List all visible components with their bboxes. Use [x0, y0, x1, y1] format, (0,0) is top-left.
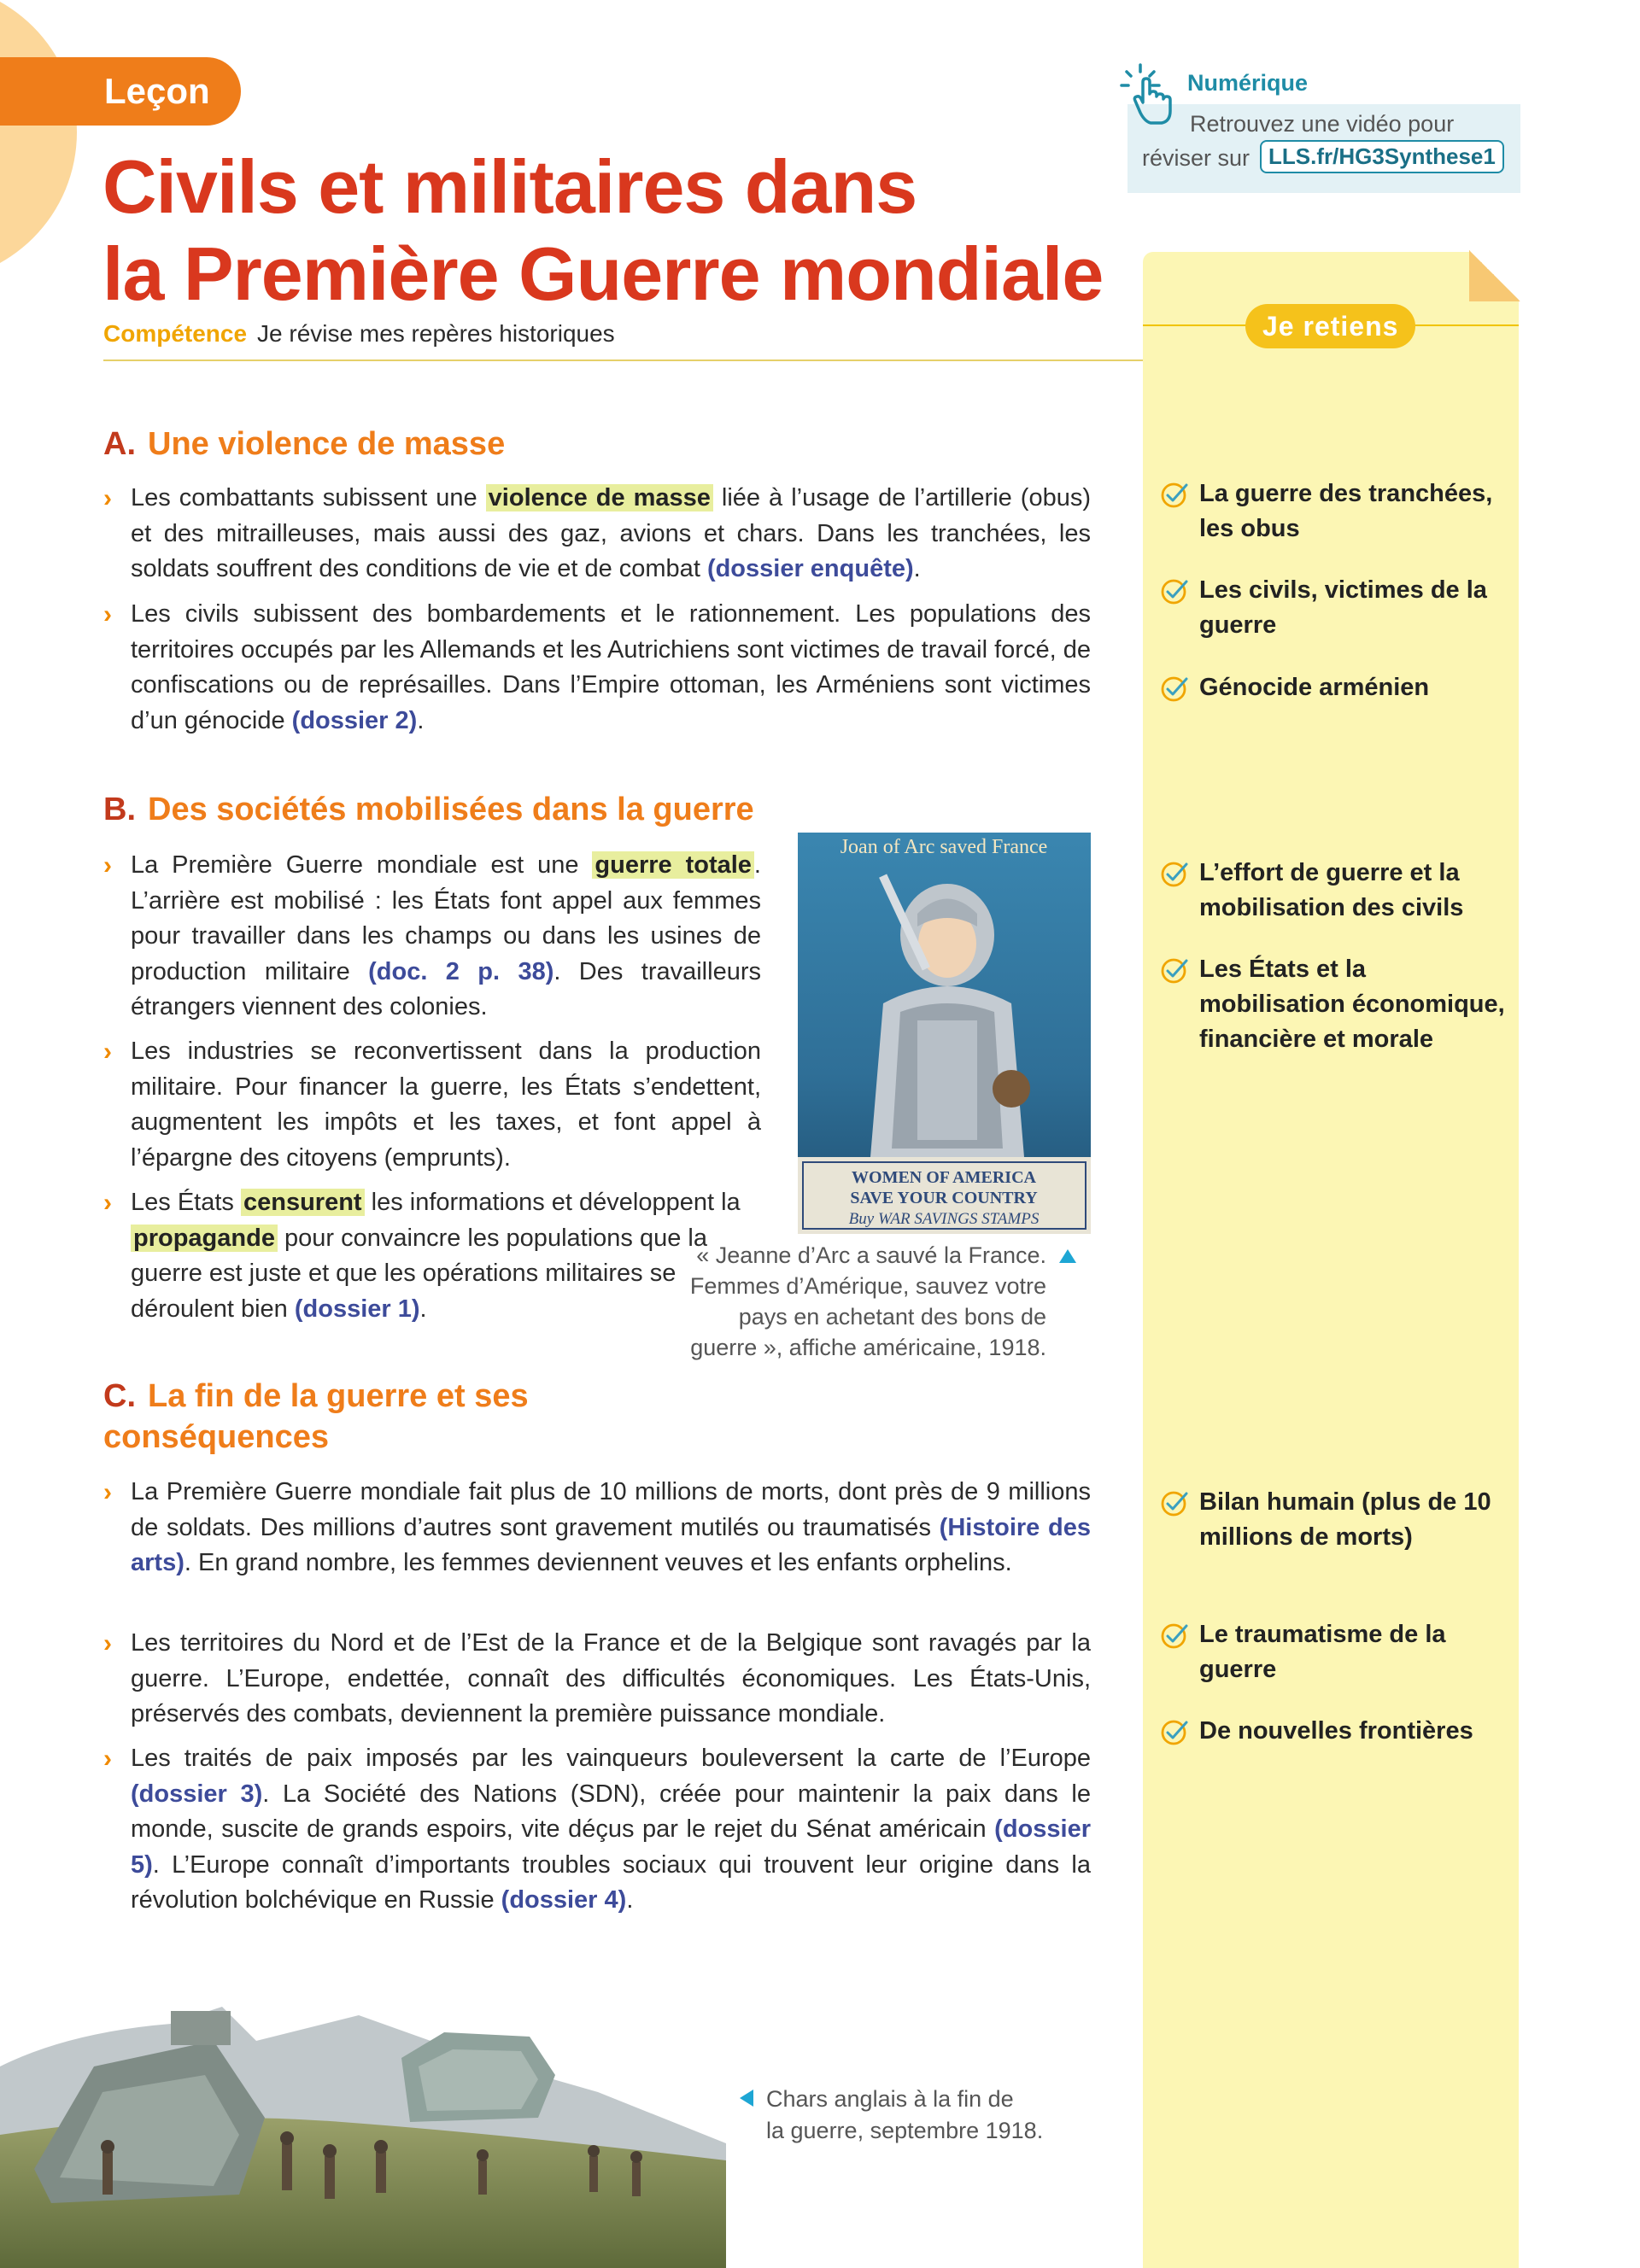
poster-top-text: Joan of Arc saved France: [840, 836, 1048, 858]
section-b-letter: B.: [103, 792, 136, 827]
page-title-line2: la Première Guerre mondiale: [102, 231, 1104, 316]
key-term: censurent: [241, 1189, 365, 1216]
numerique-line2: réviser sur: [1142, 145, 1250, 171]
histoire-des-arts-link[interactable]: (Histoire des arts): [131, 1513, 1091, 1576]
section-a-paragraph-1: › Les combattants subissent une violence de masse liée à l’usage de l’artillerie (obus) et des mitrailleuses, mais aussi des gaz, avions et chars. Dans les tranchées, les soldats souffrent des conditions de vie et de combat (dossier enquête).: [103, 481, 1091, 587]
retiens-item-text: De nouvelles frontières: [1199, 1717, 1473, 1745]
check-circle-icon: [1160, 1717, 1189, 1746]
retiens-item: [1160, 670, 1510, 705]
section-a-paragraph-2: › Les civils subissent des bombardements et le rationnement. Les populations des territoires occupés par les Allemands et les Autrichiens sont victimes de travail forcé, de confiscations ou de représailles. Dans l’Empire ottoman, les Arméniens sont victimes d’un génocide (dossier 2).: [103, 597, 1091, 739]
retiens-item: [1160, 1485, 1510, 1555]
retiens-item-text: Les civils, victimes de la guerre: [1199, 576, 1487, 639]
dossier-link[interactable]: (dossier 4): [501, 1886, 627, 1914]
dossier-link[interactable]: (dossier 1): [294, 1295, 420, 1323]
tanks-caption: [766, 2084, 1043, 2147]
numerique-title: Numérique: [1187, 70, 1309, 96]
caption-pointer-icon: [740, 2090, 753, 2107]
check-circle-icon: [1160, 480, 1189, 509]
retiens-item: [1160, 1617, 1510, 1687]
chevron-right-icon: ›: [103, 1629, 112, 1657]
section-c-paragraph-3: › Les traités de paix imposés par les vainqueurs bouleversent la carte de l’Europe (dossier 3). La Société des Nations (SDN), créée pour maintenir la paix dans le monde, suscite de grands espoirs, vite déçus par le rejet du Sénat américain (dossier 5). L’Europe connaît d’importants troubles sociaux qui trouvent leur origine dans la révolution bolchévique en Russie (dossier 4).: [103, 1741, 1091, 1919]
key-term: violence de masse: [486, 484, 713, 511]
retiens-item-text: La guerre des tranchées, les obus: [1199, 480, 1493, 542]
chevron-right-icon: ›: [103, 1038, 112, 1066]
section-c-heading-line2: conséquences: [103, 1419, 329, 1455]
tanks-caption-line1: Chars anglais à la fin de: [766, 2086, 1014, 2112]
corner-decoration: [0, 0, 77, 282]
retiens-item: [1160, 1714, 1510, 1749]
section-c-letter: C.: [103, 1378, 136, 1414]
check-circle-icon: [1160, 956, 1189, 985]
competence-text: Je révise mes repères historiques: [257, 320, 615, 347]
key-term: propagande: [131, 1225, 278, 1252]
section-a-heading: Une violence de masse: [148, 426, 506, 462]
page-title: [102, 143, 1128, 318]
tanks-illustration: [0, 1938, 726, 2268]
section-a-title: [103, 424, 505, 465]
tanks-caption-line2: la guerre, septembre 1918.: [766, 2118, 1044, 2143]
section-b-heading: Des sociétés mobilisées dans la guerre: [148, 792, 754, 827]
section-c-heading-line1: La fin de la guerre et ses: [148, 1378, 529, 1414]
section-a-letter: A.: [103, 426, 136, 462]
doc-link[interactable]: (doc. 2 p. 38): [368, 957, 554, 985]
touch-hand-icon: [1115, 60, 1183, 128]
retiens-item: [1160, 856, 1510, 926]
poster-line2: SAVE YOUR COUNTRY: [850, 1189, 1038, 1207]
title-divider: [103, 359, 1145, 361]
poster-illustration: [798, 833, 1091, 1234]
poster-line1: WOMEN OF AMERICA: [852, 1168, 1036, 1187]
section-c-paragraph-2: › Les territoires du Nord et de l’Est de la France et de la Belgique sont ravagés par la guerre. L’Europe, endettée, connaît des difficultés économiques. Les États-Unis, préservés des combats, deviennent la première puissance mondiale.: [103, 1626, 1091, 1733]
check-circle-icon: [1160, 1488, 1189, 1517]
dossier-link[interactable]: (dossier 3): [131, 1780, 263, 1808]
section-b-title: [103, 789, 754, 830]
section-b-paragraph-3: › Les États censurent les informations et développent la propagande pour convaincre les populations que la guerre est juste et que les opérations militaires se déroulent bien (dossier 1).: [103, 1185, 761, 1327]
dossier-link[interactable]: (dossier 2): [291, 706, 418, 734]
jeanne-d-arc-poster: [798, 833, 1091, 1234]
caption-pointer-icon: [1059, 1249, 1076, 1263]
retiens-badge: Je retiens: [1245, 304, 1415, 348]
section-b-paragraph-2: › Les industries se reconvertissent dans la production militaire. Pour financer la guerre, les États s’endettent, augmentent les impôts et les taxes, et font appel à l’épargne des citoyens (emprunts).: [103, 1034, 761, 1176]
competence: [103, 320, 615, 348]
check-circle-icon: [1160, 576, 1189, 605]
chevron-right-icon: ›: [103, 1189, 112, 1217]
page-title-line1: Civils et militaires dans: [102, 144, 917, 229]
tanks-photo: [0, 1938, 726, 2268]
chevron-right-icon: ›: [103, 1745, 112, 1773]
section-c-paragraph-1: › La Première Guerre mondiale fait plus de 10 millions de morts, dont près de 9 millions de soldats. Des millions d’autres sont gravement mutilés ou traumatisés (Histoire des arts). En grand nombre, les femmes deviennent veuves et les enfants orphelins.: [103, 1475, 1091, 1581]
chevron-right-icon: ›: [103, 1478, 112, 1506]
retiens-item-text: L’effort de guerre et la mobilisation des civils: [1199, 859, 1464, 921]
retiens-item: [1160, 573, 1510, 643]
retiens-panel: [1143, 252, 1519, 2268]
retiens-item-text: Les États et la mobilisation économique, financière et morale: [1199, 956, 1505, 1053]
dossier-link[interactable]: (dossier 5): [131, 1815, 1091, 1879]
check-circle-icon: [1160, 1621, 1189, 1650]
numerique-line1: Retrouvez une vidéo pour: [1190, 111, 1455, 137]
lecon-badge: Leçon: [85, 57, 241, 126]
numerique-link[interactable]: LLS.fr/HG3Synthese1: [1260, 140, 1504, 173]
retiens-item-text: Génocide arménien: [1199, 674, 1430, 701]
dossier-link[interactable]: (dossier enquête): [706, 555, 914, 582]
chevron-right-icon: ›: [103, 600, 112, 628]
check-circle-icon: [1160, 674, 1189, 703]
section-b-paragraph-1: › La Première Guerre mondiale est une guerre totale . L’arrière est mobilisé : les États font appel aux femmes pour travailler dans les champs ou dans les usines de production militaire (doc. 2 p. 38). Des travailleurs étrangers viennent des colonies.: [103, 848, 761, 1026]
chevron-right-icon: ›: [103, 484, 112, 512]
numerique-box: [1115, 60, 1516, 195]
check-circle-icon: [1160, 859, 1189, 888]
poster-line3: Buy WAR SAVINGS STAMPS: [848, 1210, 1040, 1228]
poster-caption: « Jeanne d’Arc a sauvé la France. Femmes d’Amérique, sauvez votre pays en achetant des bons de guerre », affiche américaine, 1918.: [689, 1242, 1046, 1360]
retiens-item: [1160, 476, 1510, 547]
section-c-title: [103, 1376, 529, 1458]
competence-label: Compétence: [103, 320, 248, 347]
retiens-page-fold: [1469, 250, 1520, 301]
retiens-item-text: Bilan humain (plus de 10 millions de morts): [1199, 1488, 1491, 1551]
retiens-item-text: Le traumatisme de la guerre: [1199, 1621, 1446, 1683]
key-term: guerre totale: [592, 851, 754, 879]
retiens-item: [1160, 952, 1510, 1057]
chevron-right-icon: ›: [103, 851, 112, 880]
